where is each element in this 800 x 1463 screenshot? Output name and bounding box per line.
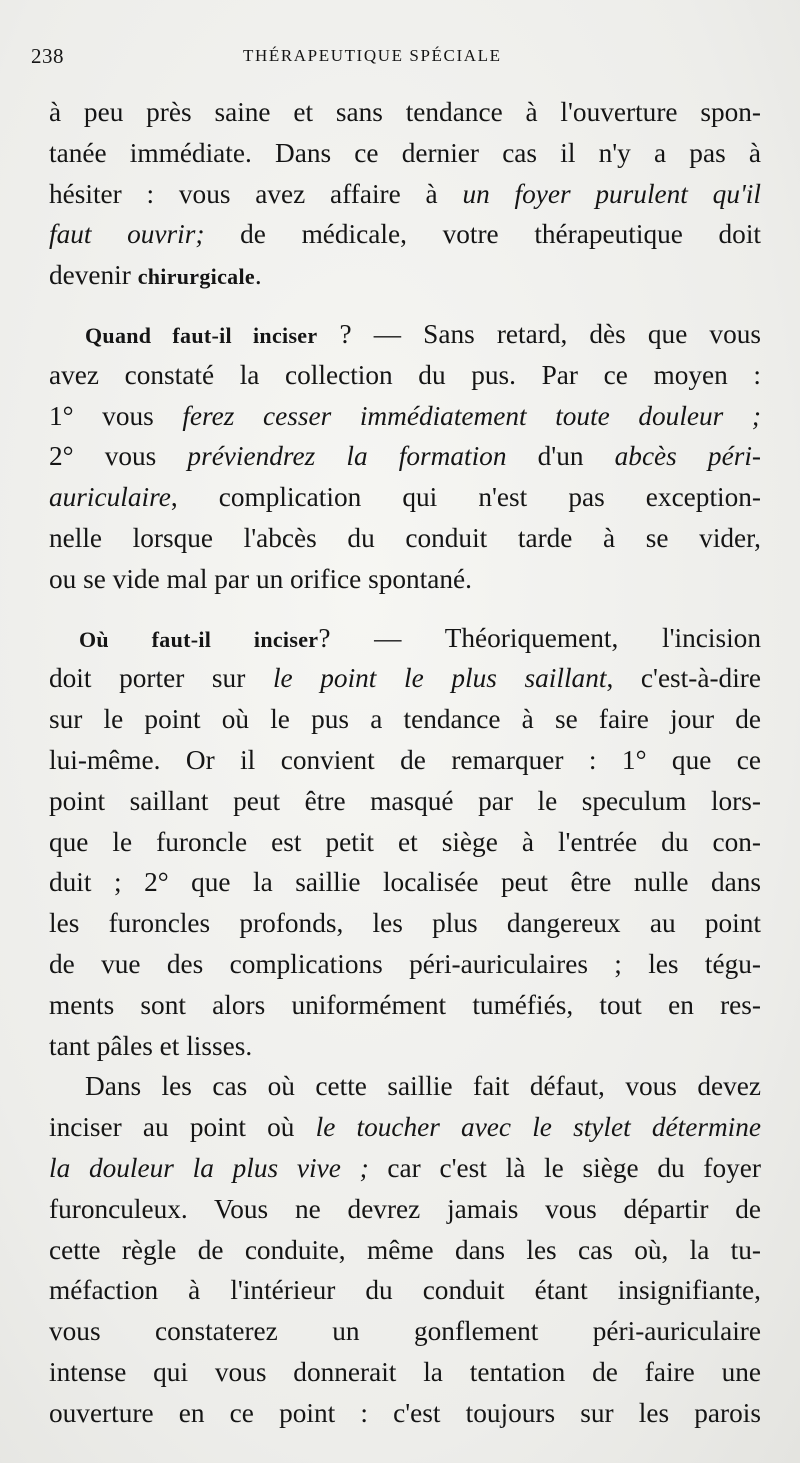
- bold-term: chirurgicale: [137, 264, 255, 290]
- text-line: sur le point où le pus a tendance à se faire jour de: [49, 704, 761, 735]
- text-line: vous constaterez un gonflement péri-auriculaire: [49, 1316, 761, 1347]
- text-line: méfaction à l'intérieur du conduit étant insignifiante,: [49, 1275, 761, 1306]
- running-title: THÉRAPEUTIQUE SPÉCIALE: [243, 46, 502, 65]
- body-text: [49, 92, 761, 1434]
- text-line: les furoncles profonds, les plus dangereux au point: [49, 908, 761, 939]
- paragraph-gap: [49, 600, 761, 618]
- text-run: doit porter sur: [49, 663, 273, 694]
- text-line: [49, 314, 761, 355]
- italic-run: ferez cesser immédiatement toute douleur ;: [182, 400, 761, 431]
- text-line: que le furoncle est petit et siège à l'entrée du con-: [49, 826, 761, 857]
- text-line: [49, 396, 761, 437]
- text-line: [49, 436, 761, 477]
- text-line: [49, 1148, 761, 1189]
- text-line: duit ; 2° que la saillie localisée peut être nulle dans: [49, 867, 761, 898]
- italic-run: le toucher avec le stylet détermine: [315, 1112, 762, 1143]
- text-line: [49, 477, 761, 518]
- text-line: [49, 214, 761, 255]
- text-line: ou se vide mal par un orifice spontané.: [49, 563, 472, 594]
- text-line: [49, 618, 761, 659]
- italic-run: le point le plus saillant: [272, 663, 607, 694]
- text-line: [49, 658, 761, 699]
- page-number: 238: [31, 44, 64, 68]
- text-run: de médicale, votre thérapeutique doit: [204, 219, 761, 250]
- text-line: [49, 1107, 761, 1148]
- text-run: , complication qui n'est pas exception-: [170, 482, 761, 513]
- text-line: furonculeux. Vous ne devrez jamais vous départir de: [49, 1193, 761, 1224]
- text-run: d'un: [506, 441, 615, 472]
- text-line: de vue des complications péri-auriculaires ; les tégu-: [49, 948, 761, 979]
- text-run: , c'est-à-dire: [606, 663, 761, 694]
- text-run: 1° vous: [49, 400, 183, 431]
- italic-run: faut ouvrir;: [49, 219, 205, 250]
- section-heading: Quand faut-il inciser: [85, 322, 318, 348]
- text-run: inciser au point où: [49, 1112, 316, 1143]
- page-header: [0, 44, 800, 74]
- text-line: cette règle de conduite, même dans les cas où, la tu-: [49, 1234, 761, 1265]
- text-run: hésiter : vous avez affaire à: [49, 178, 463, 209]
- italic-run: un foyer purulent qu'il: [462, 178, 761, 209]
- italic-run: auriculaire: [49, 482, 171, 513]
- text-run: 2° vous: [49, 441, 188, 472]
- text-run: ? — Théoriquement, l'incision: [318, 622, 761, 653]
- italic-run: la douleur la plus vive ;: [49, 1152, 369, 1183]
- text-line: nelle lorsque l'abcès du conduit tarde à se vider,: [49, 522, 761, 553]
- text-line: ments sont alors uniformément tuméfiés, tout en res-: [49, 989, 761, 1020]
- text-line: à peu près saine et sans tendance à l'ouverture spon-: [49, 97, 761, 127]
- text-line: [49, 255, 761, 296]
- italic-run: abcès péri-: [614, 441, 761, 472]
- text-line: ouverture en ce point : c'est toujours sur les parois: [49, 1397, 761, 1428]
- italic-run: préviendrez la formation: [187, 441, 507, 472]
- section-heading: Où faut-il inciser: [79, 626, 319, 652]
- text-line: point saillant peut être masqué par le speculum lors-: [49, 785, 761, 816]
- text-run: car c'est là le siège du foyer: [368, 1152, 761, 1183]
- text-run: devenir: [49, 260, 138, 291]
- text-line: tant pâles et lisses.: [49, 1030, 253, 1061]
- text-line: intense qui vous donnerait la tentation de faire une: [49, 1356, 761, 1387]
- text-line: avez constaté la collection du pus. Par ce moyen :: [49, 359, 761, 390]
- paragraph-gap: [49, 296, 761, 314]
- text-line: [49, 174, 761, 215]
- text-line: tanée immédiate. Dans ce dernier cas il n'y a pas à: [49, 137, 761, 168]
- text-run: .: [254, 260, 262, 291]
- text-run: ? — Sans retard, dès que vous: [317, 318, 761, 349]
- text-line: Dans les cas où cette saillie fait défaut, vous devez: [85, 1071, 761, 1102]
- text-line: lui-même. Or il convient de remarquer : 1° que ce: [49, 744, 761, 775]
